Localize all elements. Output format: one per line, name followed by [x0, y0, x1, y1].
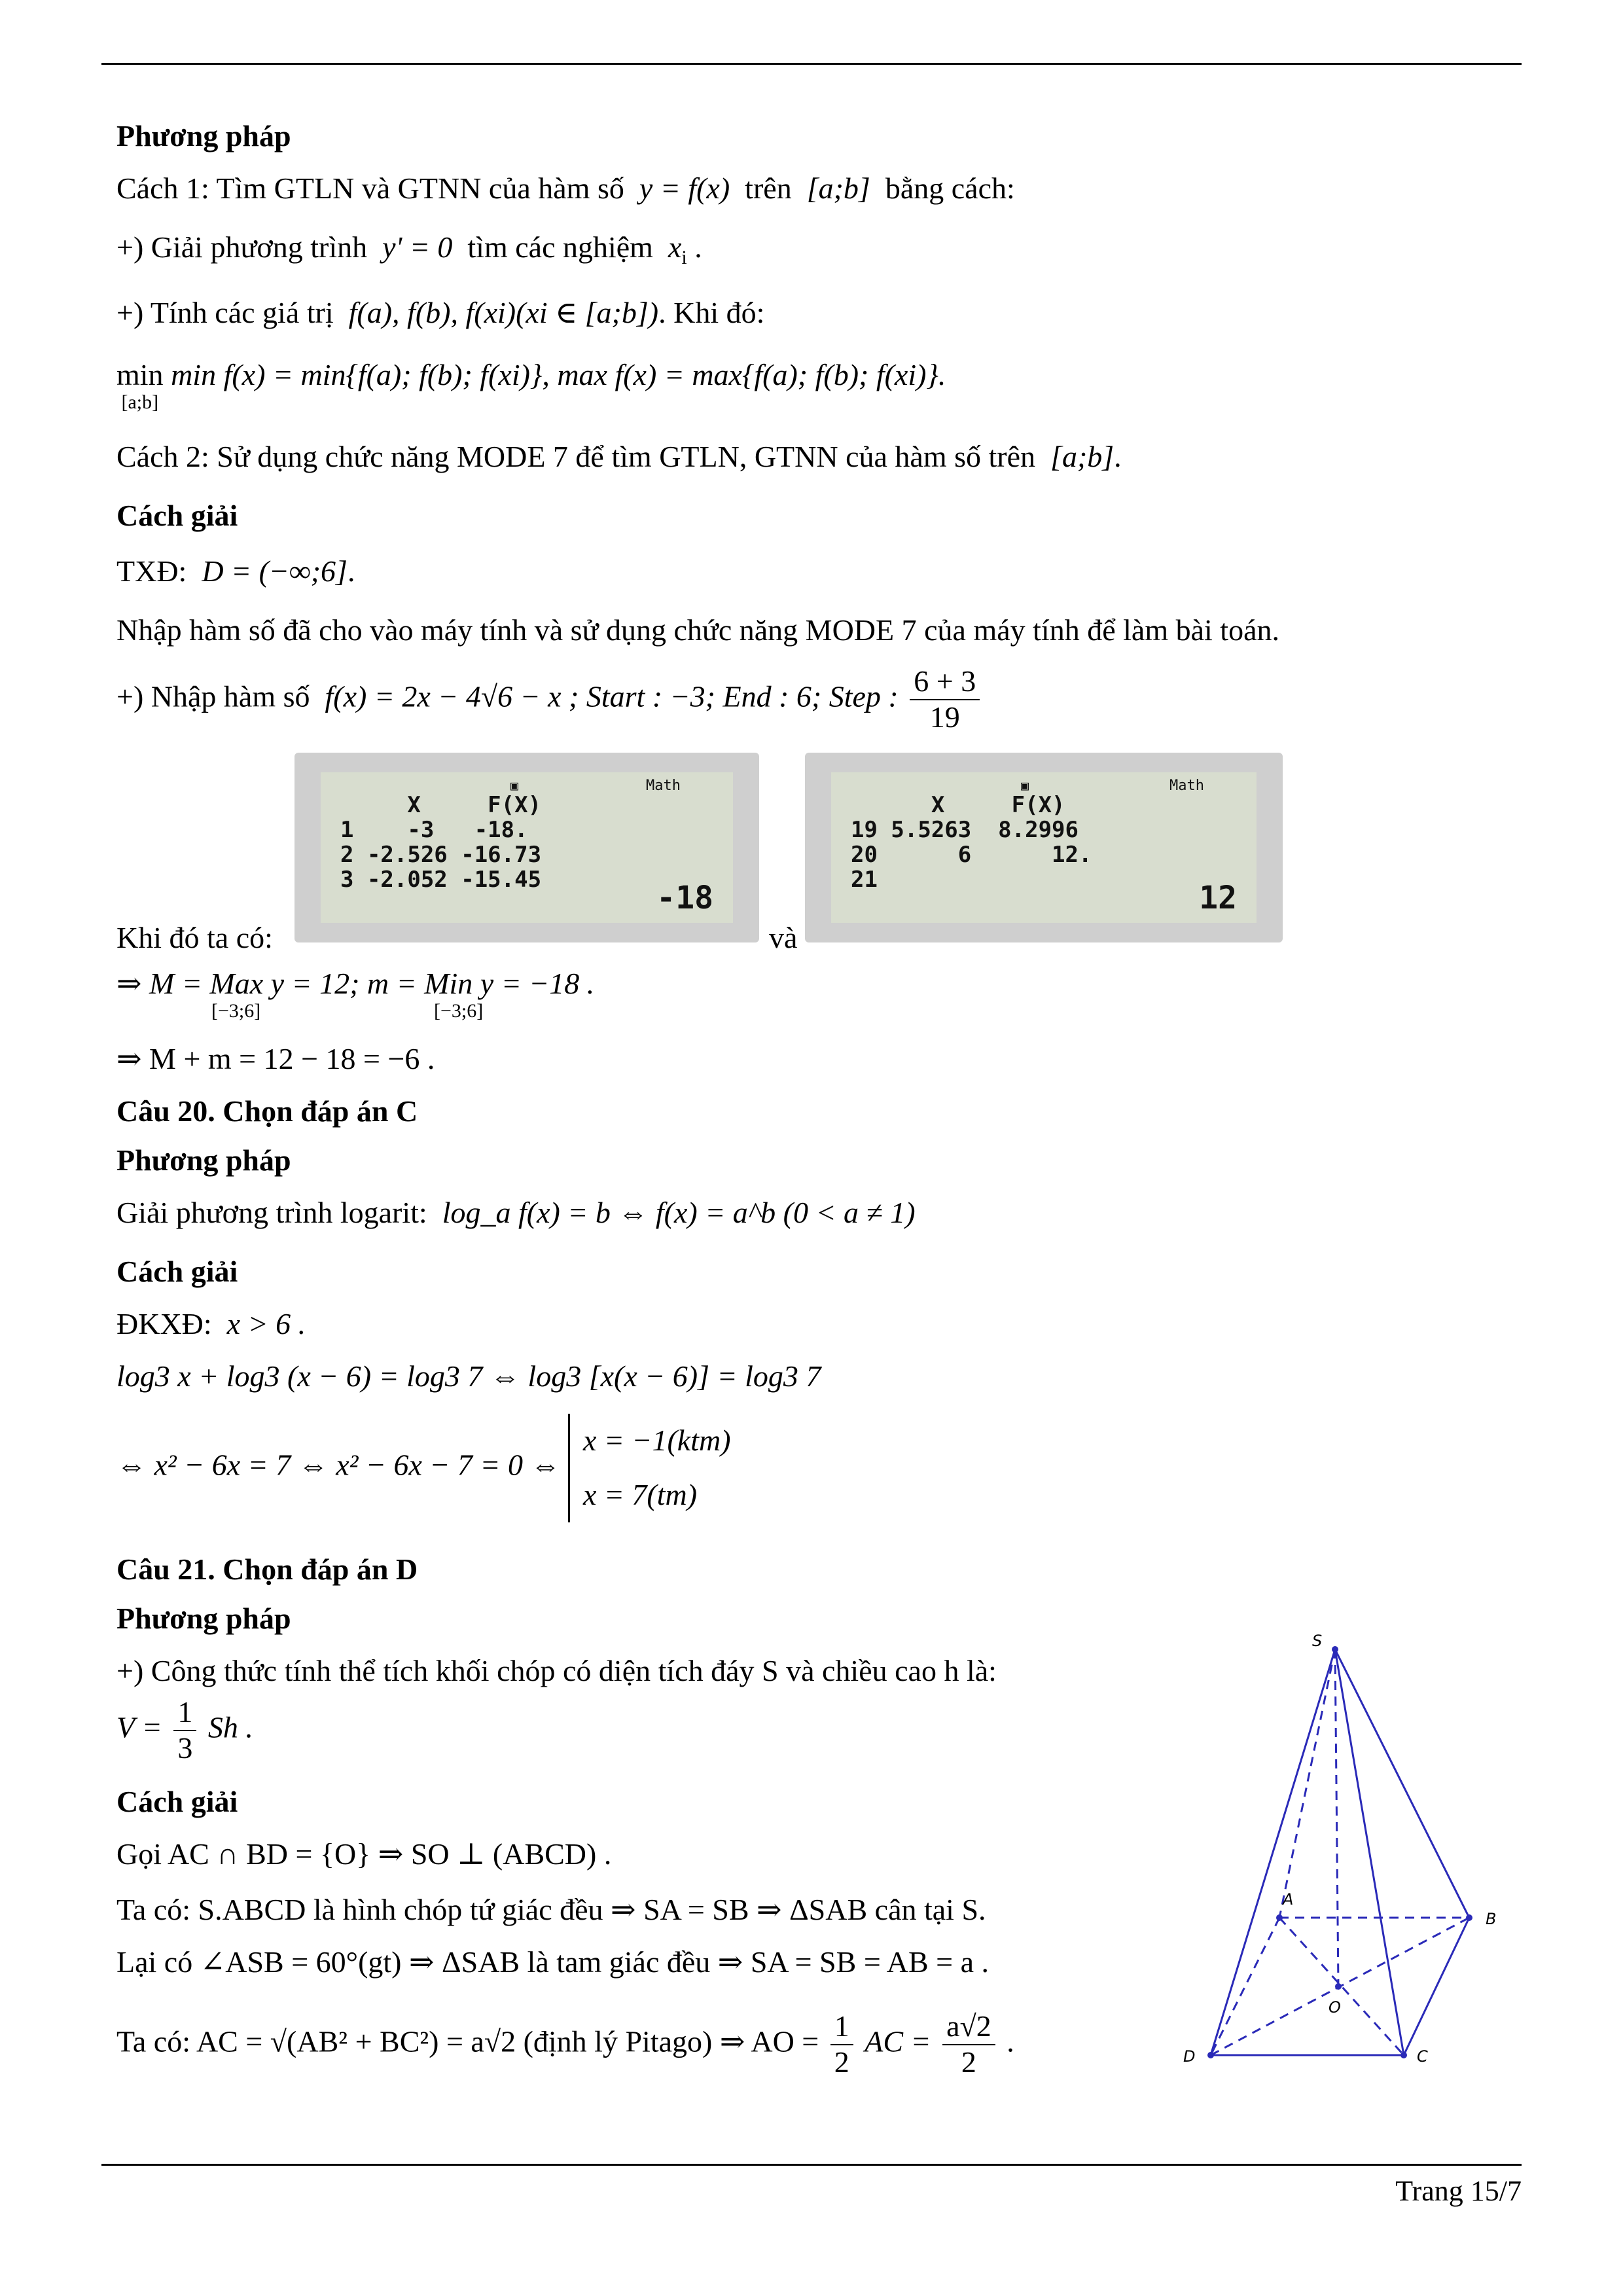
method-line-1: Cách 1: Tìm GTLN và GTNN của hàm số y = f(x) trên [a;b] bằng cách: [116, 171, 1015, 205]
khi-do-label: Khi đó ta có: [116, 921, 273, 954]
footer-rule [101, 2164, 1522, 2166]
q20-heading-solution: Cách giải [116, 1255, 238, 1288]
solution-line-function: +) Nhập hàm số f(x) = 2x − 4√6 − x ; Start : −3; End : 6; Step : $\frac{6 + 3}{19}$ [116, 664, 984, 735]
label-O: O [1329, 1998, 1341, 2017]
result-line-2: ⇒ M + m = 12 − 18 = −6 . [116, 1042, 435, 1075]
q21-volume-formula: V = $\frac{1}{3}$ Sh . [116, 1695, 253, 1765]
heading-solution: Cách giải [116, 499, 238, 532]
calculator-lcd: ▣ Math X F(X) 1 -3 -18. 2 -2.526 -16.73 3 -2.052 -15.45 -18 [321, 772, 733, 923]
q21-title: Câu 21. Chọn đáp án D [116, 1552, 418, 1586]
edge-CB [1404, 1918, 1469, 2055]
q21-sol-3: Lại có ∠ASB = 60°(gt) ⇒ ΔSAB là tam giác đều ⇒ SA = SB = AB = a . [116, 1945, 989, 1979]
q21-method-line: +) Công thức tính thể tích khối chóp có diện tích đáy S và chiều cao h là: [116, 1654, 997, 1687]
method-line-2: +) Giải phương trình y' = 0 tìm các nghiệm $x_i$ . [116, 230, 702, 268]
method-line-5: Cách 2: Sử dụng chức năng MODE 7 để tìm GTLN, GTNN của hàm số trên [a;b]. [116, 440, 1122, 473]
q21-sol-2: Ta có: S.ABCD là hình chóp tứ giác đều ⇒ SA = SB ⇒ ΔSAB cân tại S. [116, 1893, 986, 1926]
q21-heading-solution: Cách giải [116, 1785, 238, 1818]
calculator-screenshot-2 [805, 753, 1283, 942]
q21-heading-method: Phương pháp [116, 1602, 291, 1635]
heading-method: Phương pháp [116, 119, 291, 152]
q20-heading-method: Phương pháp [116, 1143, 291, 1177]
edge-AD [1211, 1918, 1279, 2055]
q20-eq2: ⇔ x² − 6x = 7 ⇔ x² − 6x − 7 = 0 ⇔ x = −1(ktm) x = 7(tm) [116, 1414, 731, 1522]
label-S: S [1312, 1632, 1323, 1650]
header-rule [101, 63, 1522, 65]
txd-line: TXĐ: D = (−∞;6]. [116, 554, 355, 588]
va-label: và [769, 921, 798, 954]
pyramid-figure [1178, 1623, 1518, 2068]
q20-eq1: log3 x + log3 (x − 6) = log3 7 ⇔ log3 [x(x − 6)] = log3 7 [116, 1359, 821, 1393]
edge-SA [1279, 1649, 1335, 1918]
q21-sol-4: Ta có: AC = √(AB² + BC²) = a√2 (định lý Pitago) ⇒ AO = $\frac{1}{2}$ AC = $\frac{a√2}{2}$ . [116, 2009, 1014, 2079]
q20-method-line: Giải phương trình logarit: log_a f(x) = b ⇔ f(x) = a^b (0 < a ≠ 1) [116, 1196, 916, 1229]
edge-SB [1335, 1649, 1469, 1918]
method-line-3: +) Tính các giá trị f(a), f(b), f(xi)(xi ∈ [a;b]). Khi đó: [116, 296, 765, 329]
edge-SD [1211, 1649, 1335, 2055]
label-D: D [1183, 2047, 1196, 2066]
label-B: B [1486, 1910, 1497, 1928]
q20-title: Câu 20. Chọn đáp án C [116, 1094, 418, 1128]
calculator-lcd: ▣ Math X F(X) 19 5.5263 8.2996 20 6 12. 21 12 [831, 772, 1257, 923]
q20-dkxd: ĐKXĐ: x > 6 . [116, 1307, 306, 1340]
case-brace: x = −1(ktm) x = 7(tm) [568, 1414, 731, 1522]
q21-sol-1: Gọi AC ∩ BD = {O} ⇒ SO ⊥ (ABCD) . [116, 1837, 612, 1871]
edge-SC [1335, 1649, 1404, 2055]
label-A: A [1283, 1890, 1294, 1909]
edge-SO [1335, 1649, 1338, 1986]
solution-line-input: Nhập hàm số đã cho vào máy tính và sử dụng chức năng MODE 7 của máy tính để làm bài toán. [116, 613, 1279, 647]
method-line-4: min [a;b] min f(x) = min{f(a); f(b); f(xi)}, max f(x) = max{f(a); f(b); f(xi)}. [116, 358, 946, 414]
calculator-screenshot-1 [294, 753, 759, 942]
label-C: C [1417, 2047, 1428, 2066]
page-number: Trang 15/7 [1395, 2175, 1522, 2207]
result-line-1: ⇒ M = Max y = 12; m = Min y = −18 . [−3;6] [−3;6] [116, 967, 595, 1022]
